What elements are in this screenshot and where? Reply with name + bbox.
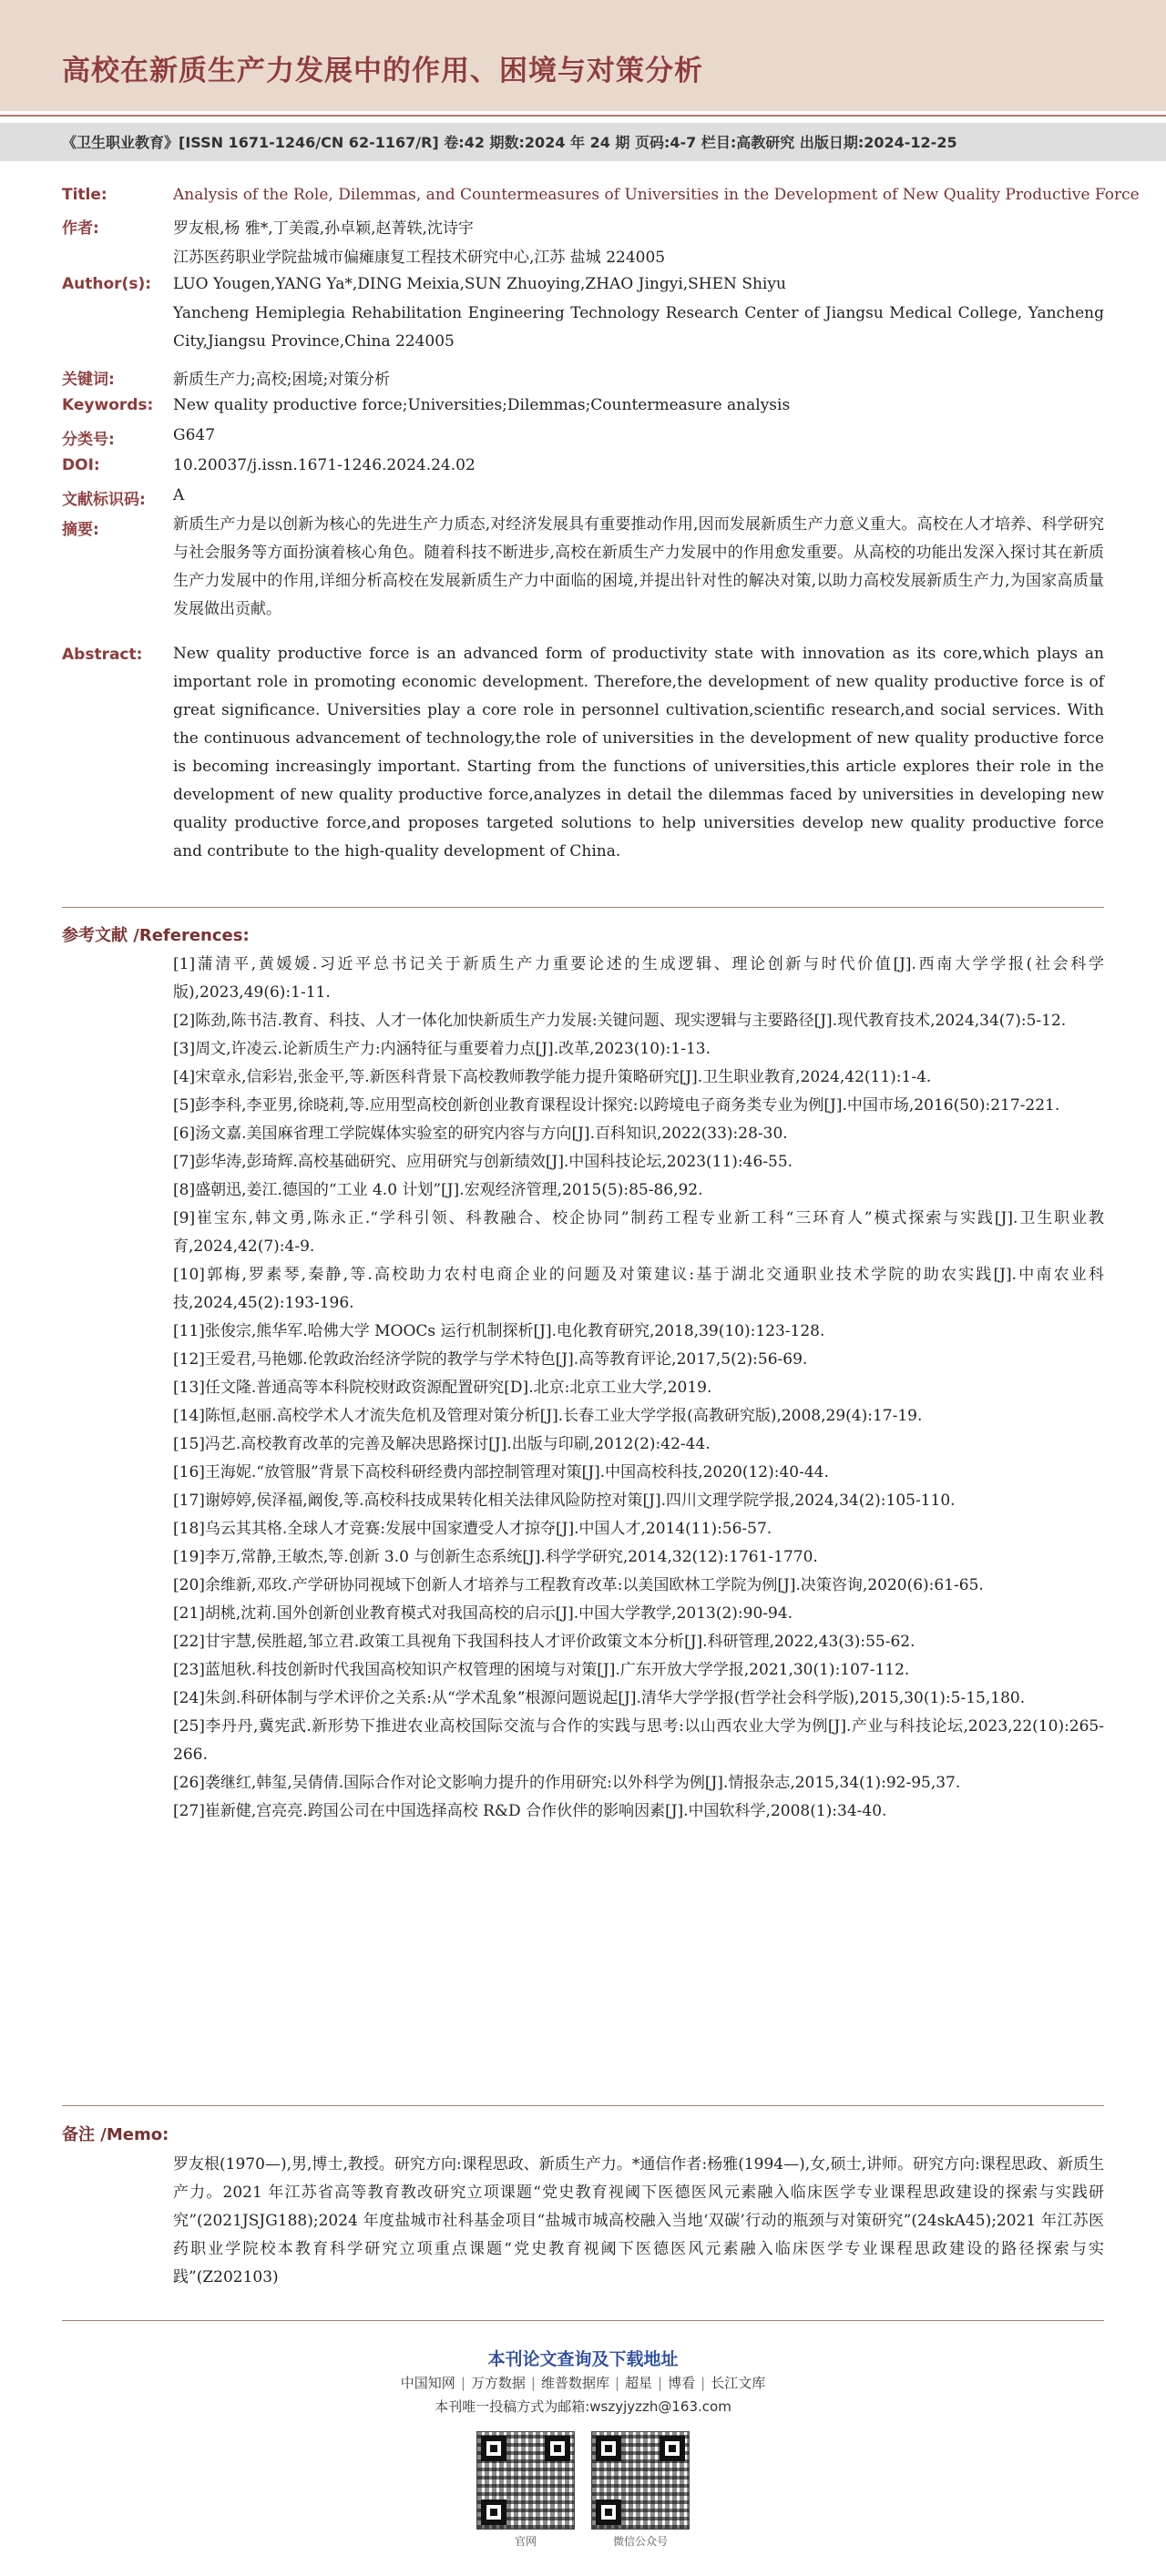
database-list xyxy=(0,2373,1166,2392)
authors-en-affiliation: Yancheng Hemiplegia Rehabilitation Engineering Technology Research Center of Jiangsu Medical College, Yancheng City,Jiangsu Province,China 224005 xyxy=(173,304,1104,351)
reference-item: [5]彭李科,李亚男,徐晓莉,等.应用型高校创新创业教育课程设计探究:以跨境电子商务类专业为例[J].中国市场,2016(50):217-221. xyxy=(173,1096,1060,1115)
authors-en-value: LUO Yougen,YANG Ya*,DING Meixia,SUN Zhuoying,ZHAO Jingyi,SHEN Shiyu xyxy=(173,275,786,293)
reference-item: [3]周文,许凌云.论新质生产力:内涵特征与重要着力点[J].改革,2023(10):1-13. xyxy=(173,1040,711,1058)
memo-heading: 备注 /Memo: xyxy=(62,2125,169,2144)
reference-item: [21]胡桃,沈莉.国外创新创业教育模式对我国高校的启示[J].中国大学教学,2013(2):90-94. xyxy=(173,1604,793,1623)
authors-en-label: Author(s): xyxy=(62,275,152,293)
page-title: 高校在新质生产力发展中的作用、困境与对策分析 xyxy=(62,55,703,87)
database-link-changjiang[interactable]: 长江文库 xyxy=(711,2375,766,2391)
reference-item: [16]王海妮.“放管服”背景下高校科研经费内部控制管理对策[J].中国高校科技,2020(12):40-44. xyxy=(173,1463,829,1481)
reference-item: [25]李丹丹,冀宪武.新形势下推进农业高校国际交流与合作的实践与思考:以山西农业大学为例[J].产业与科技论坛,2023,22(10):265-266. xyxy=(173,1717,1104,1764)
reference-item: [6]汤文嘉.美国麻省理工学院媒体实验室的研究内容与方向[J].百科知识,2022(33):28-30. xyxy=(173,1125,788,1143)
doc-code-label: 文献标识码: xyxy=(62,491,146,509)
keywords-cn-label: 关键词: xyxy=(62,371,115,389)
abstract-en-text: New quality productive force is an advanced form of productivity state with innovation as its core,which plays an important role in promoting economic development. Therefore,the development of new quality productive force is of great significance. Universities play a core role in personnel cultivation,scientific research,and social services. With the continuous advancement of technology,the role of universities in the development of new quality productive force is becoming increasingly important. Starting from the functions of universities,this article explores their role in the development of new quality productive force,analyzes in detail the dilemmas faced by universities in developing new quality productive force,and proposes targeted solutions to help universities develop new quality productive force and contribute to the high-quality development of China. xyxy=(173,645,1104,860)
reference-item: [9]崔宝东,韩文勇,陈永正.“学科引领、科教融合、校企协同”制药工程专业新工科“三环育人”模式探索与实践[J].卫生职业教育,2024,42(7):4-9. xyxy=(173,1209,1104,1256)
author-value: 罗友根,杨 雅*,丁美霞,孙卓颖,赵菁轶,沈诗宇 xyxy=(173,219,474,238)
database-link-bookan[interactable]: 博看 xyxy=(668,2375,696,2391)
submission-email: 本刊唯一投稿方式为邮箱:wszyjyzzh@163.com xyxy=(435,2398,731,2415)
reference-item: [18]乌云其其格.全球人才竞赛:发展中国家遭受人才掠夺[J].中国人才,2014(11):56-57. xyxy=(173,1520,772,1538)
reference-item: [10]郭梅,罗素琴,秦静,等.高校助力农村电商企业的问题及对策建议:基于湖北交通职业技术学院的助农实践[J].中南农业科技,2024,45(2):193-196. xyxy=(173,1266,1104,1312)
database-link-vip[interactable]: 维普数据库 xyxy=(540,2375,609,2391)
section-divider xyxy=(62,2320,1104,2321)
reference-item: [22]甘宇慧,侯胜超,邹立君.政策工具视角下我国科技人才评价政策文本分析[J].科研管理,2022,43(3):55-62. xyxy=(173,1633,915,1651)
reference-item: [20]余维新,邓玫.产学研协同视域下创新人才培养与工程教育改革:以美国欧林工学院为例[J].决策咨询,2020(6):61-65. xyxy=(173,1576,984,1594)
reference-item: [4]宋章永,信彩岩,张金平,等.新医科背景下高校教师教学能力提升策略研究[J].卫生职业教育,2024,42(11):1-4. xyxy=(173,1068,932,1086)
memo-text: 罗友根(1970—),男,博士,教授。研究方向:课程思政、新质生产力。*通信作者:杨雅(1994—),女,硕士,讲师。研究方向:课程思政、新质生产力。2021 年江苏省高等教育教改研究立项课题“党史教育视阈下医德医风元素融入临床医学专业课程思政建设的探索与实践研究”(2021JSJG188);2024 年度盐城市社科基金项目“盐城市城高校融入当地‘双碳’行动的瓶颈与对策研究”(24skA45);2021 年江苏医药职业学院校本教育科学研究立项重点课题“党史教育视阈下医德医风元素融入临床医学专业课程思政建设的路径探索与实践”(Z202103) xyxy=(173,2155,1104,2286)
database-link-chaoxing[interactable]: 超星 xyxy=(625,2375,653,2391)
title-value: Analysis of the Role, Dilemmas, and Countermeasures of Universities in the Development of New Quality Productive Force xyxy=(173,186,1140,204)
reference-item: [17]谢婷婷,侯泽福,阚俊,等.高校科技成果转化相关法律风险防控对策[J].四川文理学院学报,2024,34(2):105-110. xyxy=(173,1492,956,1510)
classification-value: G647 xyxy=(173,426,216,444)
doc-code-value: A xyxy=(173,486,185,504)
reference-item: [7]彭华涛,彭琦辉.高校基础研究、应用研究与创新绩效[J].中国科技论坛,2023(11):46-55. xyxy=(173,1153,793,1171)
section-divider xyxy=(62,2105,1104,2106)
qr-caption-wechat: 微信公众号 xyxy=(612,2535,668,2548)
separator: | xyxy=(658,2375,663,2391)
keywords-en-label: Keywords: xyxy=(62,396,154,414)
reference-item: [27]崔新健,宫亮亮.跨国公司在中国选择高校 R&D 合作伙伴的影响因素[J].中国软科学,2008(1):34-40. xyxy=(173,1802,887,1820)
title-label: Title: xyxy=(62,186,107,204)
separator: | xyxy=(460,2375,465,2391)
reference-item: [1]蒲清平,黄媛媛.习近平总书记关于新质生产力重要论述的生成逻辑、理论创新与时代价值[J].西南大学学报(社会科学版),2023,49(6):1-11. xyxy=(173,955,1104,1002)
classification-label: 分类号: xyxy=(62,431,115,449)
references-heading: 参考文献 /References: xyxy=(62,926,250,945)
abstract-en-label: Abstract: xyxy=(62,646,143,664)
reference-list xyxy=(173,951,1104,1826)
journal-meta-line: 《卫生职业教育》[ISSN 1671-1246/CN 62-1167/R] 卷:42 期数:2024 年 24 期 页码:4-7 栏目:高教研究 出版日期:2024-12-25 xyxy=(62,134,957,151)
header-divider xyxy=(0,115,1166,117)
reference-item: [14]陈恒,赵丽.高校学术人才流失危机及管理对策分析[J].长春工业大学学报(高教研究版),2008,29(4):17-19. xyxy=(173,1407,923,1425)
author-label: 作者: xyxy=(62,219,99,238)
keywords-en-value: New quality productive force;Universities;Dilemmas;Countermeasure analysis xyxy=(173,396,791,414)
separator: | xyxy=(530,2375,536,2391)
author-affiliation: 江苏医药职业学院盐城市偏瘫康复工程技术研究中心,江苏 盐城 224005 xyxy=(173,249,666,267)
reference-item: [8]盛朝迅,姜江.德国的“工业 4.0 计划”[J].宏观经济管理,2015(5):85-86,92. xyxy=(173,1181,703,1199)
database-link-cnki[interactable]: 中国知网 xyxy=(400,2375,455,2391)
reference-item: [15]冯艺.高校教育改革的完善及解决思路探讨[J].出版与印刷,2012(2):42-44. xyxy=(173,1435,711,1453)
footer-title: 本刊论文查询及下载地址 xyxy=(487,2349,679,2369)
wechat-qr-code-icon xyxy=(591,2431,690,2530)
database-link-wanfang[interactable]: 万方数据 xyxy=(470,2375,526,2391)
website-qr-code-icon xyxy=(476,2431,575,2530)
doi-label: DOI: xyxy=(62,456,100,474)
reference-item: [26]袭继红,韩玺,吴倩倩.国际合作对论文影响力提升的作用研究:以外科学为例[J].情报杂志,2015,34(1):92-95,37. xyxy=(173,1774,961,1792)
keywords-cn-value: 新质生产力;高校;困境;对策分析 xyxy=(173,371,391,389)
qr-caption-website: 官网 xyxy=(514,2535,537,2548)
separator: | xyxy=(701,2375,706,2391)
reference-item: [11]张俊宗,熊华军.哈佛大学 MOOCs 运行机制探析[J].电化教育研究,2018,39(10):123-128. xyxy=(173,1322,825,1340)
reference-item: [2]陈劲,陈书洁.教育、科技、人才一体化加快新质生产力发展:关键问题、现实逻辑与主要路径[J].现代教育技术,2024,34(7):5-12. xyxy=(173,1012,1067,1030)
section-divider xyxy=(62,907,1104,908)
reference-item: [12]王爱君,马艳娜.伦敦政治经济学院的教学与学术特色[J].高等教育评论,2017,5(2):56-69. xyxy=(173,1350,808,1369)
doi-value[interactable]: 10.20037/j.issn.1671-1246.2024.24.02 xyxy=(173,456,476,474)
abstract-cn-text: 新质生产力是以创新为核心的先进生产力质态,对经济发展具有重要推动作用,因而发展新质生产力意义重大。高校在人才培养、科学研究与社会服务等方面扮演着核心角色。随着科技不断进步,高校在新质生产力发展中的作用愈发重要。从高校的功能出发深入探讨其在新质生产力发展中的作用,详细分析高校在发展新质生产力中面临的困境,并提出针对性的解决对策,以助力高校发展新质生产力,为国家高质量发展做出贡献。 xyxy=(173,515,1104,618)
reference-item: [23]蓝旭秋.科技创新时代我国高校知识产权管理的困境与对策[J].广东开放大学学报,2021,30(1):107-112. xyxy=(173,1661,910,1679)
reference-item: [13]任文隆.普通高等本科院校财政资源配置研究[D].北京:北京工业大学,2019. xyxy=(173,1379,712,1397)
reference-item: [19]李万,常静,王敏杰,等.创新 3.0 与创新生态系统[J].科学学研究,2014,32(12):1761-1770. xyxy=(173,1548,818,1566)
reference-item: [24]朱剑.科研体制与学术评价之关系:从“学术乱象”根源问题说起[J].清华大学学报(哲学社会科学版),2015,30(1):5-15,180. xyxy=(173,1689,1026,1707)
separator: | xyxy=(614,2375,620,2391)
abstract-cn-label: 摘要: xyxy=(62,521,99,539)
